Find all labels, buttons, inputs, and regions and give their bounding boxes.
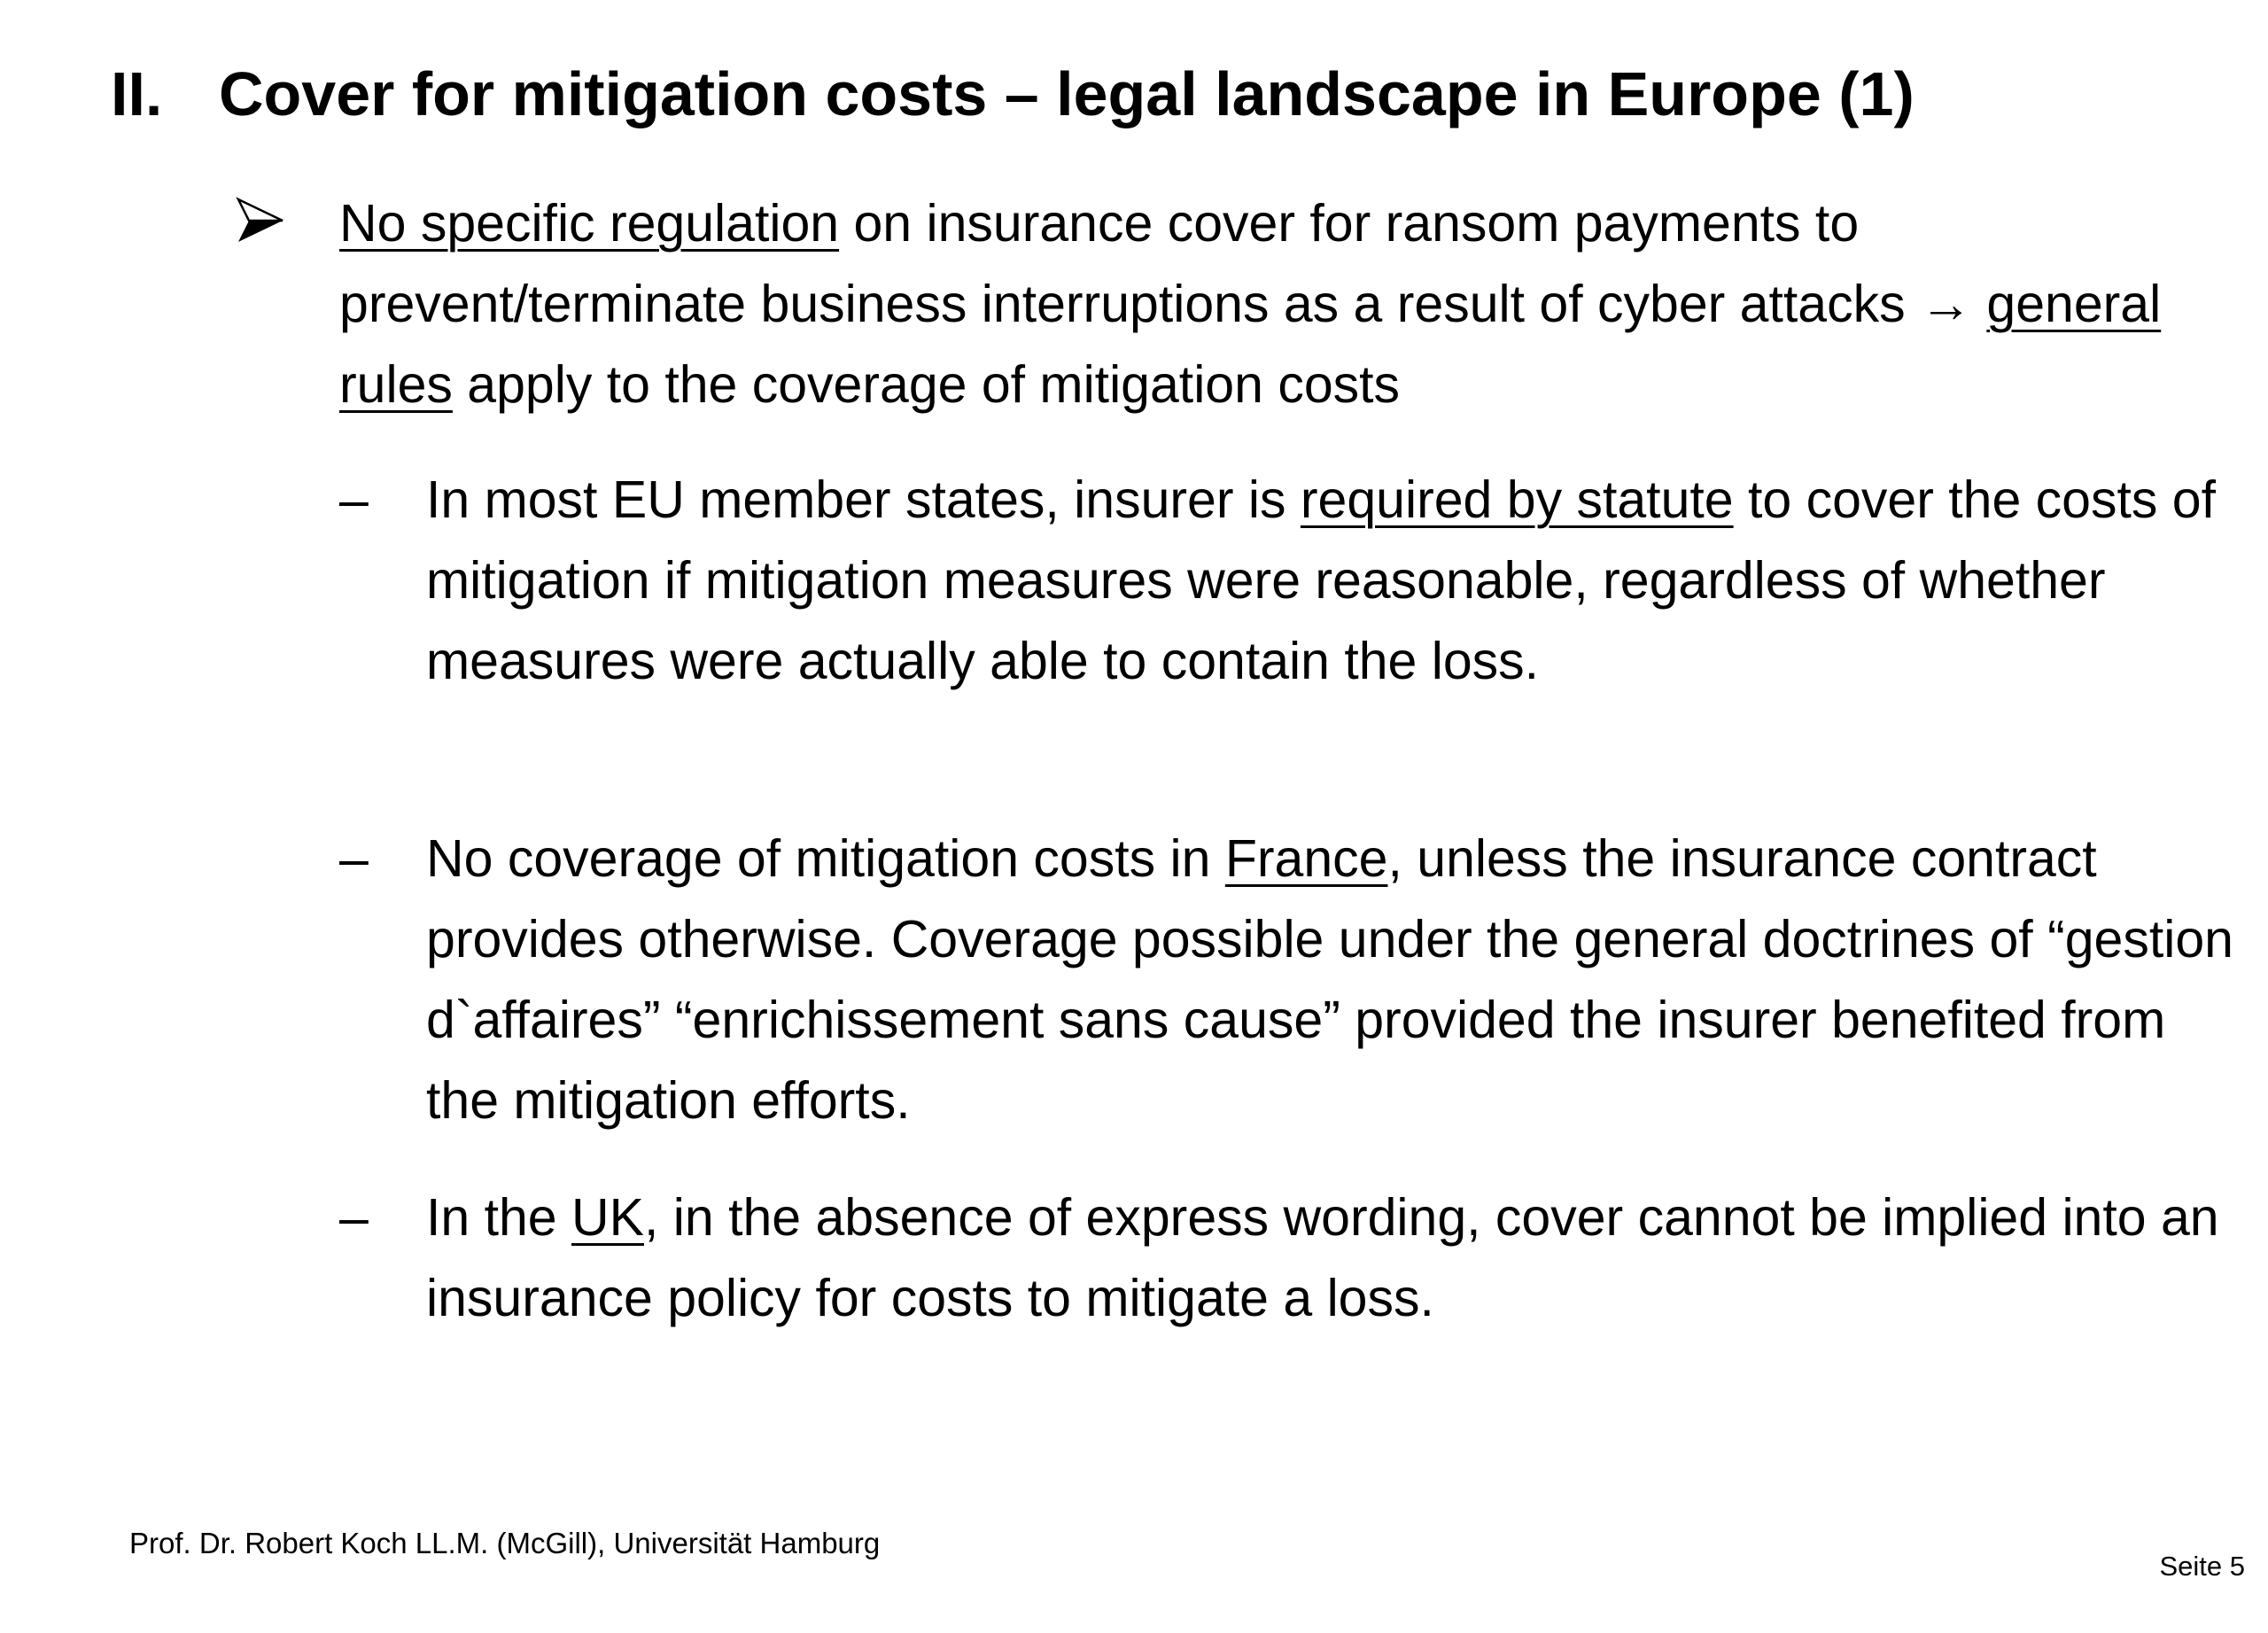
sub-bullet-eu xyxy=(339,460,2233,702)
required-by-statute-text: required by statute xyxy=(1300,470,1734,529)
main-bullet xyxy=(339,183,2218,425)
main-bullet-text-end: apply to the coverage of mitigation costs xyxy=(452,355,1401,414)
sub-bullet-text: In most EU member states, insurer is xyxy=(426,470,1301,529)
footer-author: Prof. Dr. Robert Koch LL.M. (McGill), Universität Hamburg xyxy=(129,1527,881,1559)
page-number: Seite 5 xyxy=(2159,1551,2245,1582)
sub-bullet-text: , in the absence of express wording, cover cannot be implied into an insurance policy for costs to mitigate a loss. xyxy=(426,1188,2219,1327)
general-rules-text: general rules xyxy=(339,275,2162,414)
sub-bullet-text: In the xyxy=(426,1188,572,1247)
sub-bullet-text: , unless the insurance contract provides otherwise. Coverage possible under the general doctrines of “gestion d`affaires” “enrichissement sans cause” provided the insurer benefited from the mitigation efforts. xyxy=(426,829,2233,1130)
france-text: France xyxy=(1224,829,1388,888)
dash-bullet: – xyxy=(339,470,369,529)
sub-bullet-france xyxy=(339,819,2233,1141)
no-specific-regulation-text: No specific regulation xyxy=(339,194,840,253)
sub-bullet-text: to cover the costs of mitigation if mitigation measures were reasonable, regardless of whether measures were actually able to contain the loss. xyxy=(426,470,2216,690)
dash-bullet: – xyxy=(339,1188,369,1247)
title-text: Cover for mitigation costs – legal landscape in Europe (1) xyxy=(219,59,1915,128)
uk-text: UK xyxy=(571,1188,644,1247)
sub-bullet-text: No coverage of mitigation costs in xyxy=(426,829,1225,888)
slide-title xyxy=(111,51,1915,136)
section-number: II. xyxy=(111,59,163,128)
arrow-icon: → xyxy=(1919,275,1972,333)
arrowhead-bullet-icon xyxy=(235,196,284,245)
dash-bullet: – xyxy=(339,829,369,888)
main-bullet-text: on insurance cover for ransom payments to prevent/terminate business interruptions as a result of cyber attacks xyxy=(339,194,1920,333)
sub-bullet-uk xyxy=(339,1178,2233,1339)
